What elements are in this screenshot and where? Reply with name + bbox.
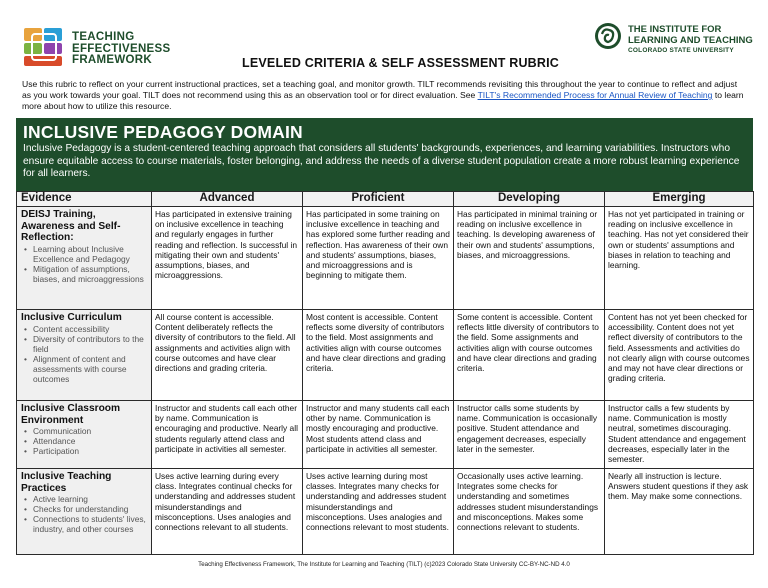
evidence-bullets (21, 426, 147, 456)
domain-title: INCLUSIVE PEDAGOGY DOMAIN (23, 122, 303, 142)
developing-cell: Occasionally uses active learning. Integrates some checks for understanding and sometimes addresses student misunderstandings and misconceptions. Makes some connections relevant to students. (454, 469, 605, 555)
proficient-cell: Uses active learning during most classes. Integrates many checks for understanding and addresses student misunderstandings and misconceptions. Uses analogies and connections relevant to most students. (303, 469, 454, 555)
evidence-title: Inclusive Teaching Practices (21, 471, 112, 494)
evidence-bullet: • Learning about Inclusive Excellence and Pedagogy (21, 244, 147, 264)
rubric-table (16, 191, 754, 555)
proficient-cell: Most content is accessible. Content reflects some diversity of contributors to the field. Most assignments and activities align with course outcomes and have clear directions and grading criteria. (303, 310, 454, 401)
evidence-bullet: • Checks for understanding (21, 504, 147, 514)
evidence-bullet: • Content accessibility (21, 324, 147, 334)
table-row (17, 310, 754, 401)
evidence-bullets (21, 494, 147, 534)
table-row (17, 207, 754, 310)
evidence-title: Inclusive Curriculum (21, 312, 122, 323)
header-advanced: Advanced (152, 192, 303, 207)
header-emerging: Emerging (605, 192, 754, 207)
domain-description: Inclusive Pedagogy is a student-centered teaching approach that considers all students' backgrounds, experiences, and learning variabilities. Instructors who ensure equitable access to course materials, foster belonging, and address the needs of a diverse student population create a more robust learning experience for all learners. (23, 143, 740, 179)
domain-banner (16, 118, 753, 191)
page-title: LEVELED CRITERIA & SELF ASSESSMENT RUBRIC (242, 56, 560, 70)
header (0, 0, 768, 78)
emerging-cell: Content has not yet been checked for accessibility. Content does not yet reflect diversity of contributors to the field. Assessments and activities do not clearly align with course outcomes and may not have clear directions or grading criteria. (605, 310, 754, 401)
evidence-bullet: • Active learning (21, 494, 147, 504)
framework-brand (72, 32, 170, 67)
advanced-cell: Uses active learning during every class. Integrates continual checks for understanding and addresses student misunderstandings and misconceptions. Uses analogies and connections relevant to all students. (152, 469, 303, 555)
header-proficient: Proficient (303, 192, 454, 207)
evidence-cell (17, 469, 152, 555)
evidence-bullet: • Diversity of contributors to the field (21, 334, 147, 354)
annual-review-link[interactable]: TILT's Recommended Process for Annual Review of Teaching (477, 90, 713, 100)
evidence-bullets (21, 244, 147, 284)
evidence-title: Inclusive Classroom Environment (21, 403, 121, 426)
intro-paragraph (22, 79, 744, 112)
developing-cell: Instructor calls some students by name. Communication is occasionally positive. Student attendance and engagement decreases, especially later in the semester. (454, 401, 605, 469)
brand-line: EFFECTIVENESS (72, 42, 171, 55)
framework-logo-icon (22, 26, 66, 70)
evidence-bullets (21, 324, 147, 384)
brand-line: FRAMEWORK (72, 54, 152, 66)
evidence-bullet: • Mitigation of assumptions, biases, and microaggressions (21, 264, 147, 284)
proficient-cell: Instructor and many students call each other by name. Communication is mostly encouraging and productive. Most students attend class and participate in activities all semester. (303, 401, 454, 469)
advanced-cell: All course content is accessible. Content deliberately reflects the diversity of contributors to the field. All assignments and activities align with course outcomes and have clear directions and grading criteria. (152, 310, 303, 401)
emerging-cell: Nearly all instruction is lecture. Answers student questions if they ask them. May make some connections. (605, 469, 754, 555)
institute-line: THE INSTITUTE FOR (628, 24, 722, 35)
csu-ram-logo-icon (594, 22, 622, 50)
intro-suffix: to learn more about how to utilize this resource. (22, 90, 744, 111)
table-row (17, 469, 754, 555)
evidence-bullet: • Attendance (21, 436, 147, 446)
emerging-cell: Instructor calls a few students by name. Communication is mostly neutral, sometimes discouraging. Student attendance and engagement decreases, especially later in the semester. (605, 401, 754, 469)
intro-text: Use this rubric to reflect on your current instructional practices, set a teaching goal, and monitor growth. TILT recommends revisiting this throughout the year to continue to reflect and adjust as you work towards your goal. TILT does not recommend using this as an observation tool or for direct evaluation. See (22, 79, 738, 100)
evidence-cell (17, 401, 152, 469)
advanced-cell: Instructor and students call each other by name. Communication is encouraging and productive. Nearly all students regularly attend class and participate in activities all semester. (152, 401, 303, 469)
header-evidence: Evidence (17, 192, 152, 207)
evidence-cell (17, 310, 152, 401)
brand-line: TEACHING (72, 31, 135, 43)
table-row (17, 401, 754, 469)
evidence-bullet: • Communication (21, 426, 147, 436)
emerging-cell: Has not yet participated in training or reading on inclusive excellence in teaching. Has not yet considered their own or students' assumptions and biases in relation to teaching and learning. (605, 207, 754, 310)
institute-line: LEARNING AND TEACHING (628, 34, 753, 46)
university-name: COLORADO STATE UNIVERSITY (628, 47, 734, 54)
header-developing: Developing (454, 192, 605, 207)
footer-credit: Teaching Effectiveness Framework, The Institute for Learning and Teaching (TILT) (c)2023 Colorado State University CC-BY-NC-ND 4.0 (198, 561, 570, 568)
evidence-bullet: • Alignment of content and assessments with course outcomes (21, 354, 147, 384)
developing-cell: Has participated in minimal training or reading on inclusive excellence in teaching. Is developing awareness of their own and students' assumptions, biases, and microaggressions. (454, 207, 605, 310)
proficient-cell: Has participated in some training on inclusive excellence in teaching and has explored some further reading and reflection. Has awareness of their own and students' assumptions, biases, and microaggressions and is beginning to mitigate them. (303, 207, 454, 310)
institute-name (628, 25, 753, 55)
table-header-row (17, 192, 754, 207)
evidence-bullet: • Connections to students' lives, industry, and other courses (21, 514, 147, 534)
evidence-bullet: • Participation (21, 446, 147, 456)
evidence-cell (17, 207, 152, 310)
advanced-cell: Has participated in extensive training on inclusive excellence in teaching and regularly engages in further reading and reflection. Is successful in mitigating their own and students' assumptions, biases, and microaggressions. (152, 207, 303, 310)
developing-cell: Some content is accessible. Content reflects little diversity of contributors to the field. Some assignments and activities align with course outcomes and have clear directions and grading criteria. (454, 310, 605, 401)
evidence-title: DEISJ Training, Awareness and Self-Reflection: (21, 209, 121, 244)
